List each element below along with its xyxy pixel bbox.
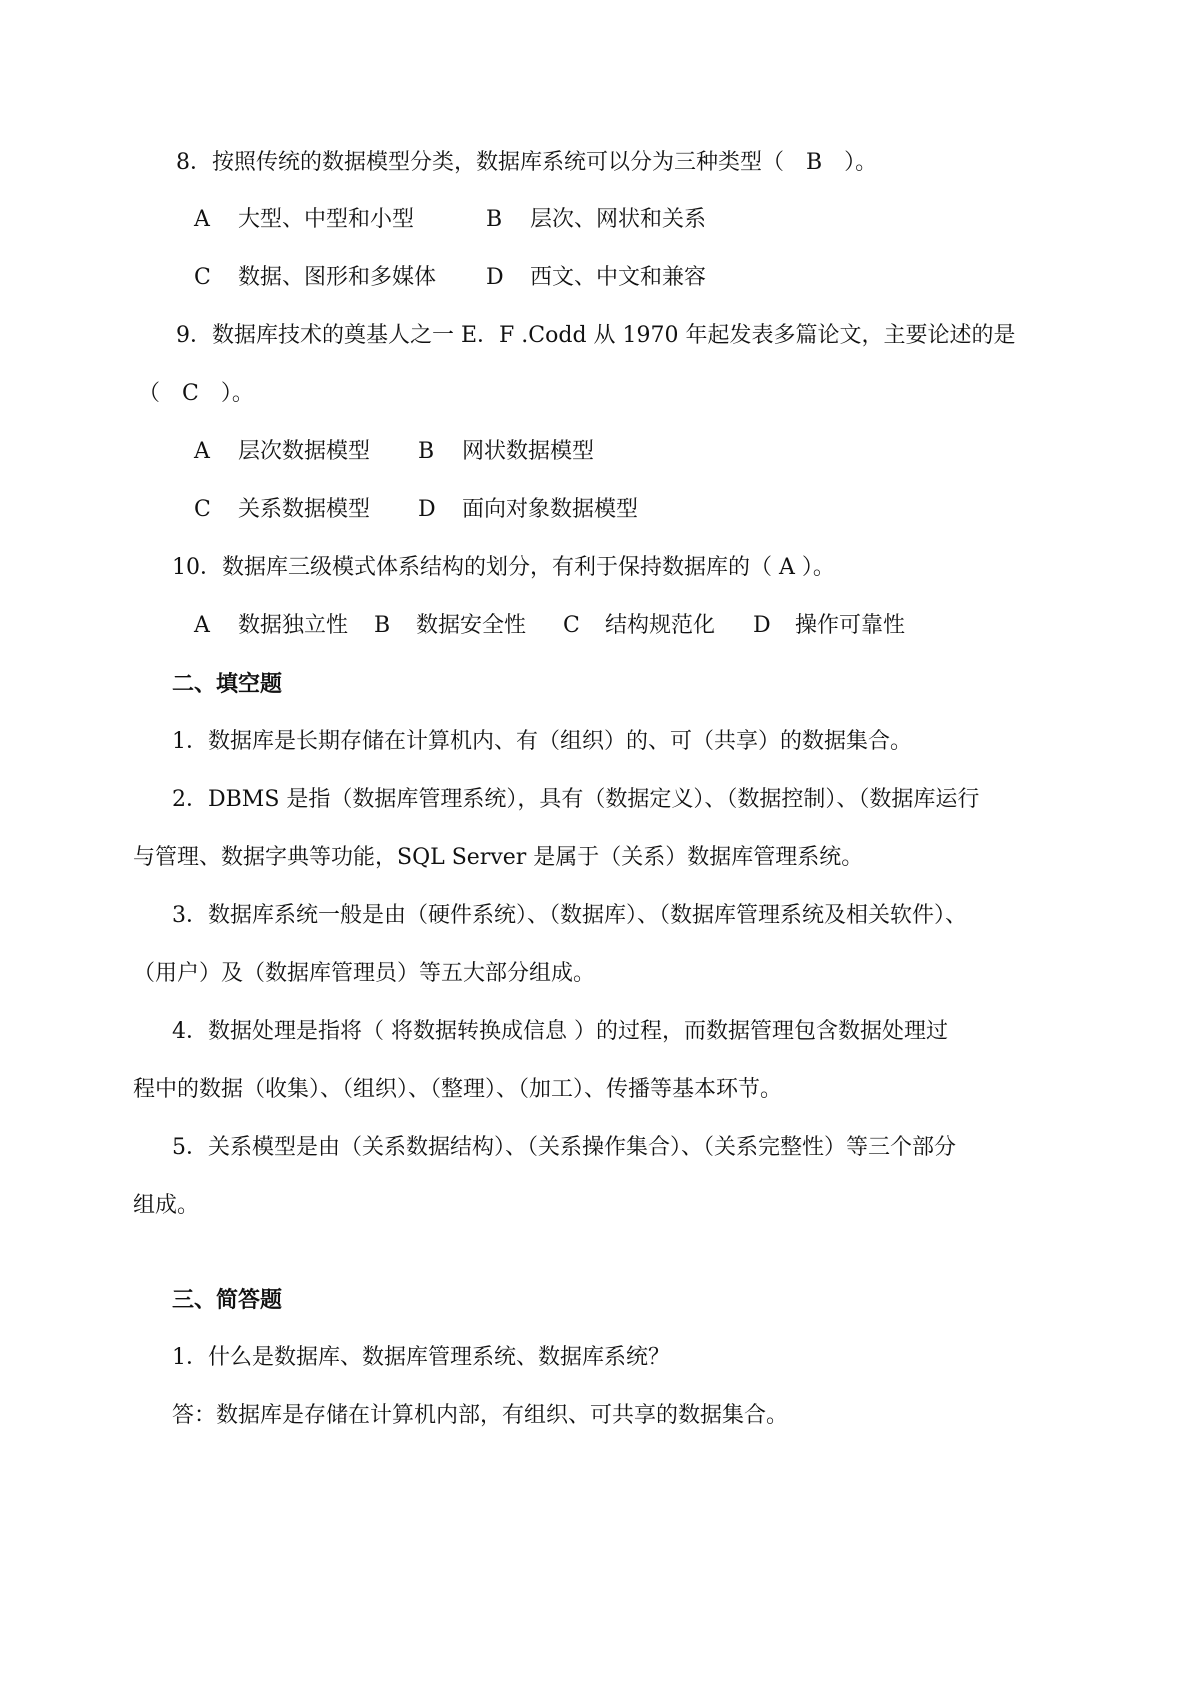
question-8-option-c (194, 263, 436, 293)
question-10-option-c (563, 611, 715, 641)
question-10-stem: 10．数据库三级模式体系结构的划分，有利于保持数据库的（ A ）。 (172, 555, 835, 580)
question-10-option-b (374, 611, 526, 641)
fill-in-4-line-2: 程中的数据（收集）、（组织）、（整理）、（加工）、传播等基本环节。 (133, 1077, 783, 1102)
option-letter: A (194, 439, 210, 464)
fill-in-4-line-1: 4．数据处理是指将（ 将数据转换成信息 ）的过程，而数据管理包含数据处理过 (172, 1019, 948, 1044)
option-letter: C (194, 497, 211, 522)
question-9-option-a (194, 437, 370, 467)
question-8-option-a (194, 205, 414, 235)
option-letter: B (418, 439, 435, 464)
option-text: 层次、网状和关系 (530, 207, 707, 232)
question-10-option-d (753, 611, 905, 641)
fill-in-5-line-2: 组成。 (133, 1193, 200, 1218)
fill-in-2-line-1: 2．DBMS 是指（数据库管理系统），具有（数据定义）、（数据控制）、（数据库运行 (172, 787, 980, 812)
fill-in-2-line-2: 与管理、数据字典等功能，SQL Server 是属于（关系）数据库管理系统。 (133, 845, 864, 870)
option-text: 数据独立性 (238, 613, 349, 638)
question-9-option-b (418, 437, 594, 467)
option-text: 操作可靠性 (795, 613, 906, 638)
option-letter: A (194, 613, 210, 638)
option-letter: D (486, 265, 504, 290)
option-text: 关系数据模型 (238, 497, 371, 522)
short-answer-answer-1: 答：数据库是存储在计算机内部，有组织、可共享的数据集合。 (172, 1403, 789, 1428)
fill-in-1: 1．数据库是长期存储在计算机内、有（组织）的、可（共享）的数据集合。 (172, 729, 912, 754)
question-8-option-b (486, 205, 706, 235)
question-10-option-a (194, 611, 348, 641)
question-9-stem-line-2: （ C ）。 (138, 381, 254, 406)
question-8-option-d (486, 263, 706, 293)
option-letter: C (194, 265, 211, 290)
question-9-option-d (418, 495, 638, 525)
option-text: 网状数据模型 (462, 439, 595, 464)
option-letter: B (374, 613, 391, 638)
question-8-stem: 8．按照传统的数据模型分类，数据库系统可以分为三种类型（ B ）。 (176, 150, 878, 175)
option-letter: B (486, 207, 503, 232)
option-text: 数据安全性 (416, 613, 527, 638)
section-heading-fill-in: 二、填空题 (172, 671, 283, 697)
option-text: 结构规范化 (605, 613, 716, 638)
fill-in-3-line-2: （用户）及（数据库管理员）等五大部分组成。 (133, 961, 596, 986)
option-text: 面向对象数据模型 (462, 497, 639, 522)
option-text: 大型、中型和小型 (238, 207, 415, 232)
option-text: 西文、中文和兼容 (530, 265, 707, 290)
option-text: 层次数据模型 (238, 439, 371, 464)
question-9-stem-line-1: 9．数据库技术的奠基人之一 E．F .Codd 从 1970 年起发表多篇论文，主要论述的是 (176, 323, 1016, 348)
short-answer-question-1: 1．什么是数据库、数据库管理系统、数据库系统？ (172, 1345, 670, 1370)
option-text: 数据、图形和多媒体 (238, 265, 437, 290)
fill-in-3-line-1: 3．数据库系统一般是由（硬件系统）、（数据库）、（数据库管理系统及相关软件）、 (172, 903, 967, 928)
fill-in-5-line-1: 5．关系模型是由（关系数据结构）、（关系操作集合）、（关系完整性）等三个部分 (172, 1135, 956, 1160)
option-letter: D (418, 497, 436, 522)
question-9-option-c (194, 495, 370, 525)
section-heading-short-answer: 三、简答题 (172, 1287, 283, 1313)
option-letter: C (563, 613, 580, 638)
option-letter: D (753, 613, 771, 638)
option-letter: A (194, 207, 210, 232)
